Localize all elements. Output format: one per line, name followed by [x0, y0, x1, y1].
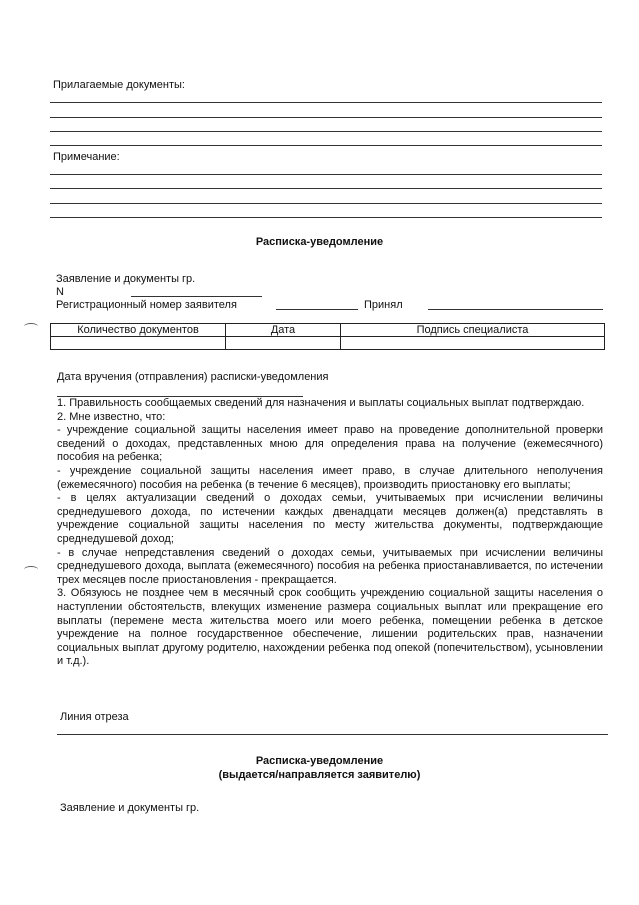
- delivery-date-label: Дата вручения (отправления) расписки-уведомления: [57, 371, 329, 383]
- signature-cell[interactable]: [341, 337, 605, 350]
- note-line[interactable]: [50, 203, 602, 204]
- receipt-title: Расписка-уведомление: [255, 236, 384, 248]
- terms-paragraph: - в целях актуализации сведений о доходах семьи, учитываемых при исчислении величины среднедушевого дохода, по истечении каждых двенадцати месяцев должен(а) представлять в учреждение социальной защиты населения по месту жительства документы, подтверждающие среднедушевой доход;: [57, 492, 603, 545]
- number-field[interactable]: [131, 296, 262, 297]
- statement-label: Заявление и документы гр.: [60, 802, 200, 814]
- cut-line: [57, 734, 608, 735]
- documents-count-cell[interactable]: [51, 337, 226, 350]
- cut-line-label: Линия отреза: [60, 711, 129, 723]
- attached-line[interactable]: [50, 102, 602, 103]
- table-header-row: [51, 324, 605, 337]
- registration-number-field[interactable]: [276, 309, 358, 310]
- receipt-title: Расписка-уведомление: [255, 755, 384, 767]
- attached-line[interactable]: [50, 131, 602, 132]
- attached-documents-label: Прилагаемые документы:: [53, 79, 185, 91]
- table-row: [51, 337, 605, 350]
- punch-mark: [24, 566, 38, 573]
- accepted-by-field[interactable]: [428, 309, 603, 310]
- note-line[interactable]: [50, 188, 602, 189]
- attached-line[interactable]: [50, 117, 602, 118]
- note-line[interactable]: [50, 174, 602, 175]
- terms-paragraph: 2. Мне известно, что:: [57, 410, 166, 423]
- attached-line[interactable]: [50, 145, 602, 146]
- accepted-by-label: Принял: [364, 299, 403, 311]
- receipt-subtitle: (выдается/направляется заявителю): [218, 769, 421, 781]
- table-header: Подпись специалиста: [341, 324, 605, 337]
- table-header: Дата: [226, 324, 341, 337]
- table-header: Количество документов: [51, 324, 226, 337]
- note-label: Примечание:: [53, 151, 120, 163]
- date-cell[interactable]: [226, 337, 341, 350]
- terms-block: [57, 397, 603, 669]
- terms-paragraph: 1. Правильность сообщаемых сведений для назначения и выплаты социальных выплат подтверждаю.: [57, 397, 585, 409]
- terms-paragraph: - учреждение социальной защиты населения имеет право, в случае длительного неполучения (ежемесячного) пособия на ребенка (в течение 6 месяцев), производить приостановку его выплаты;: [57, 464, 603, 491]
- terms-paragraph: - в случае непредставления сведений о доходах семьи, учитываемых при исчислении величины среднедушевого дохода, выплата (ежемесячного) пособия на ребенка приостанавливается, по истечении трех месяцев после приостановления - прекращается.: [57, 546, 603, 586]
- terms-paragraph: 3. Обязуюсь не позднее чем в месячный срок сообщить учреждению социальной защиты населения о наступлении обстоятельств, влекущих изменение размера социальных выплат или прекращение его выплаты (перемене места жительства моего или моего ребенка, помещении ребенка в детское учреждение на полное государственное обеспечение, лишении родительских прав, назначении социальных выплат другому родителю, нахождении ребенка под опекой (попечительством), усыновлении и т.д.).: [57, 587, 603, 668]
- statement-label: Заявление и документы гр.: [56, 273, 196, 285]
- number-label: N: [56, 286, 64, 298]
- punch-mark: [24, 323, 38, 330]
- note-line[interactable]: [50, 217, 602, 218]
- receipt-table: [50, 323, 605, 350]
- registration-number-label: Регистрационный номер заявителя: [56, 299, 237, 311]
- terms-paragraph: - учреждение социальной защиты населения имеет право на проведение дополнительной проверки сведений о доходах, представленных мною для определения права на получение (ежемесячного) пособия на ребенка;: [57, 424, 603, 464]
